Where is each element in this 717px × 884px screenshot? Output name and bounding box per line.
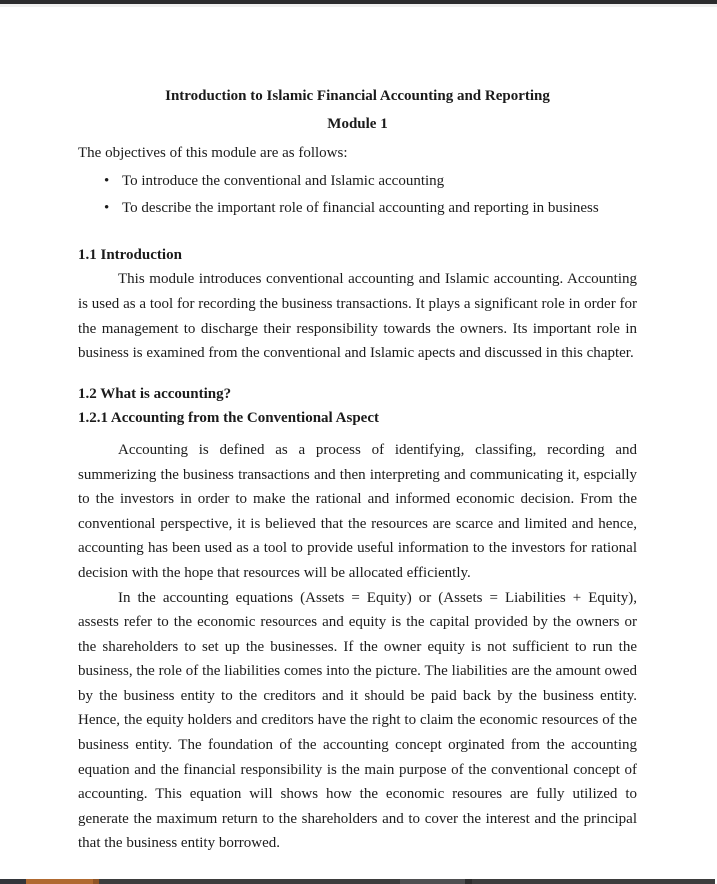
objectives-list — [78, 169, 637, 221]
section-heading-1-1: 1.1 Introduction — [78, 246, 182, 263]
section-heading-1-2: 1.2 What is accounting? — [78, 385, 232, 402]
taskbar-left-segment — [0, 879, 26, 884]
section-paragraph: Accounting is defined as a process of identifying, classifing, recording and summerizing the business transactions and then interpreting and communicating it, espcially to the investors in order to make the rational and informed economic decision. From the conventional perspective, it is believed that the resources are scarce and limited and hence, accounting has been used as a tool to provide useful information to the investors for rational decision with the hope that resources will be allocated efficiently. — [78, 441, 637, 581]
section-paragraph: This module introduces conventional accounting and Islamic accounting. Accounting is used as a tool for recording the business transactions. It plays a significant role in order for the management to discharge their responsibility towards the owners. Its important role in business is examined from the conventional and Islamic apects and discussed in this chapter. — [78, 271, 637, 362]
taskbar-light-segment — [400, 879, 465, 884]
objectives-intro: The objectives of this module are as follows: — [78, 145, 348, 161]
list-item — [78, 169, 637, 194]
document-title: Introduction to Islamic Financial Accounting and Reporting — [165, 88, 550, 104]
list-item — [78, 196, 637, 221]
bullet-icon: • — [104, 172, 110, 189]
taskbar-strip[interactable] — [0, 879, 715, 884]
objective-text: To describe the important role of financial accounting and reporting in business — [122, 200, 599, 217]
taskbar-dark-segment — [472, 879, 715, 884]
section-heading-1-2-1: 1.2.1 Accounting from the Conventional Aspect — [78, 410, 379, 427]
module-subtitle: Module 1 — [327, 116, 388, 132]
section-paragraph: In the accounting equations (Assets = Equity) or (Assets = Liabilities + Equity), assests refer to the economic resources and equity is the capital provided by the owners or the shareholders to set up the businesses. If the owner equity is not sufficient to run the business, the role of the liabilities comes into the picture. The liabilities are the amount owed by the business entity to the creditors and it should be paid back by the business entity. Hence, the equity holders and creditors have the right to claim the economic resources of the business entity. The foundation of the accounting concept orginated from the accounting equation and the financial responsibility is the main purpose of the conventional concept of accounting. This equation will shows how the economic resoures are fully utilized to generate the maximum return to the shareholders and to cover the interest and the principal that the business entity borrowed. — [78, 589, 637, 852]
taskbar-dark-segment — [99, 879, 400, 884]
page-content — [0, 7, 717, 856]
bullet-icon: • — [104, 200, 110, 217]
taskbar-orange-segment — [26, 879, 93, 884]
objective-text: To introduce the conventional and Islamic accounting — [122, 172, 445, 189]
taskbar-notch-segment — [465, 879, 472, 884]
